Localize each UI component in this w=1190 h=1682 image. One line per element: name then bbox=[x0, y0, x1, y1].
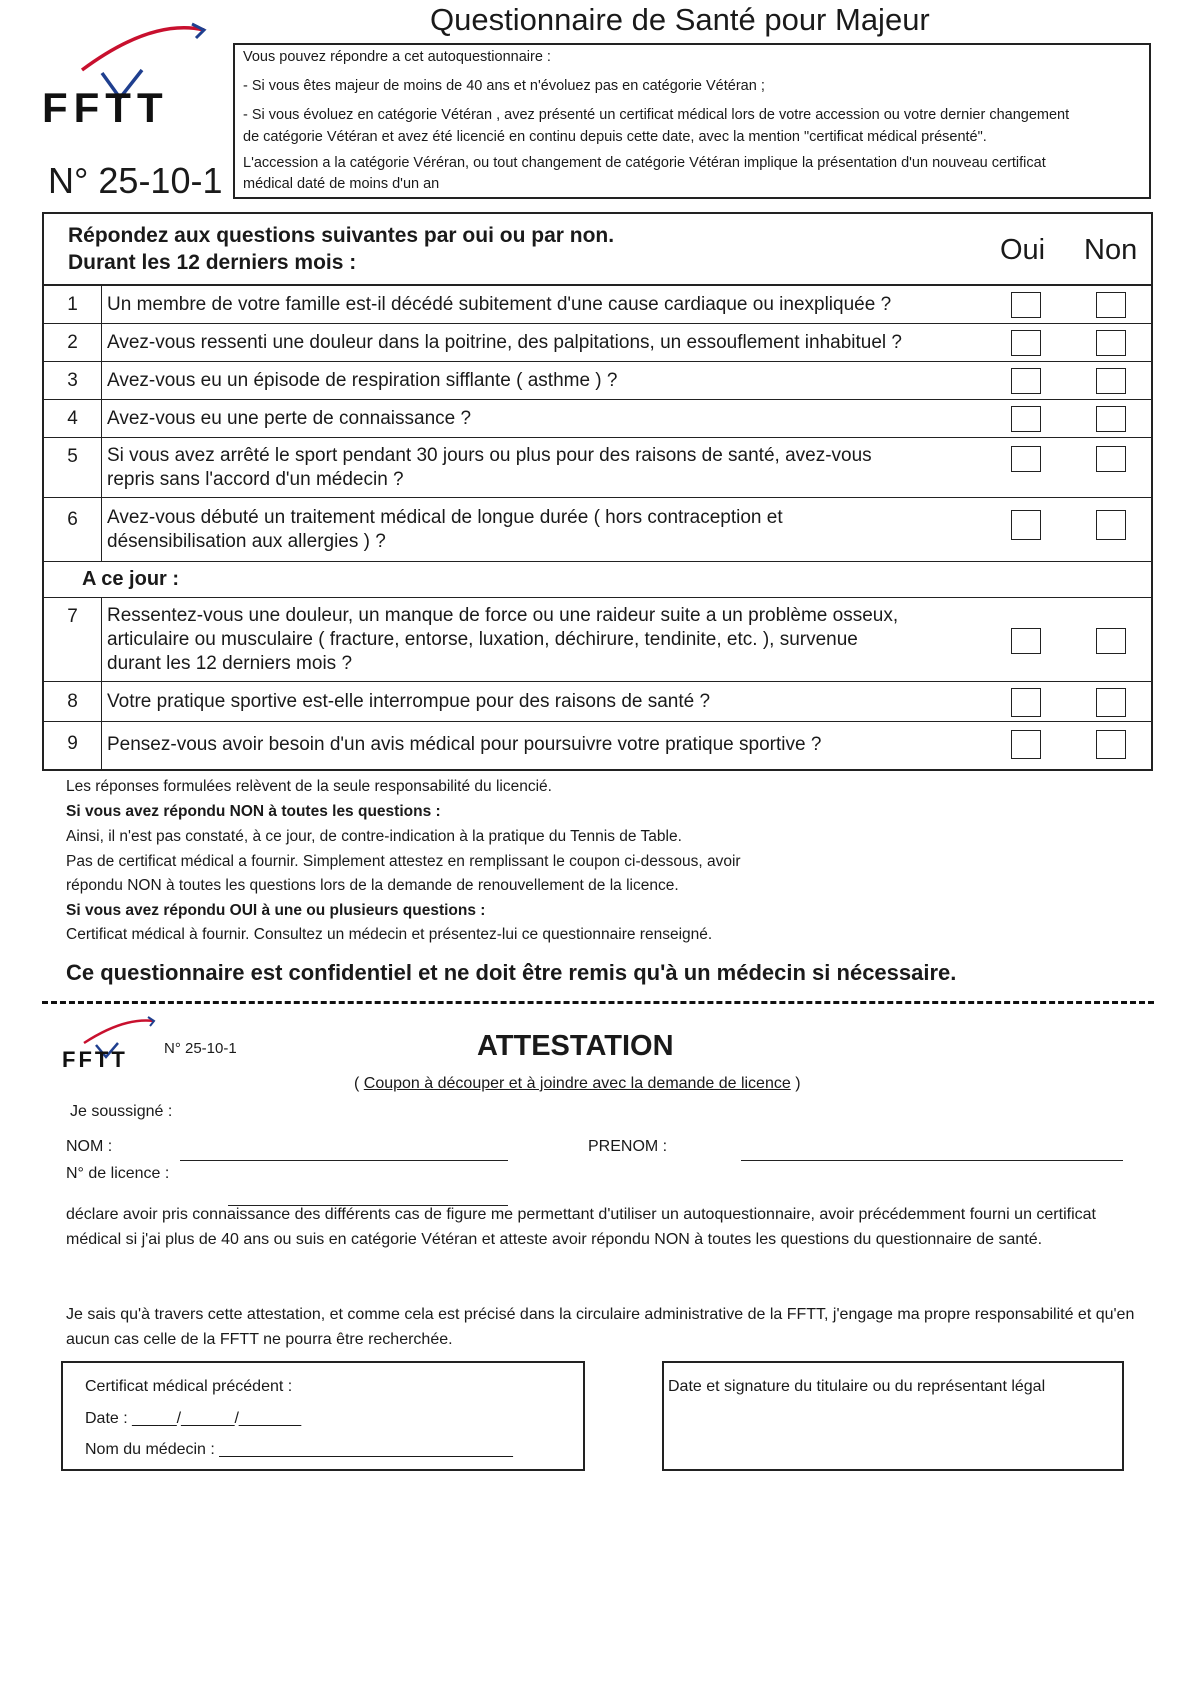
question-text: Votre pratique sportive est-elle interrompue pour des raisons de santé ? bbox=[107, 691, 711, 712]
checkbox-non[interactable] bbox=[1096, 406, 1126, 432]
checkbox-oui[interactable] bbox=[1011, 368, 1041, 394]
note-line: Pas de certificat médical a fournir. Simplement attestez en remplissant le coupon ci-dessous, avoir bbox=[66, 853, 741, 870]
intro-line: Vous pouvez répondre a cet autoquestionnaire : bbox=[243, 49, 551, 65]
certificate-title: Certificat médical précédent : bbox=[85, 1378, 293, 1395]
confidential-notice: Ce questionnaire est confidentiel et ne doit être remis qu'à un médecin si nécessaire. bbox=[66, 960, 957, 985]
checkbox-non[interactable] bbox=[1096, 628, 1126, 654]
attestation-title: ATTESTATION bbox=[477, 1030, 674, 1062]
question-text: Un membre de votre famille est-il décédé subitement d'une cause cardiaque ou inexpliquée ? bbox=[107, 294, 892, 315]
subtitle-close: ) bbox=[790, 1075, 801, 1092]
licence-label: N° de licence : bbox=[66, 1165, 170, 1182]
intro-line: L'accession a la catégorie Véréran, ou tout changement de catégorie Vétéran implique la présentation d'un nouveau certificat bbox=[243, 155, 1046, 171]
section-row bbox=[44, 562, 1151, 598]
checkbox-non[interactable] bbox=[1096, 292, 1126, 318]
question-row bbox=[44, 362, 1151, 400]
undersigned-label: Je soussigné : bbox=[70, 1103, 173, 1120]
question-number: 3 bbox=[44, 362, 102, 399]
intro-line: de catégorie Vétéran et avez été licencié en continu depuis cette date, avec la mention "certificat médical présenté". bbox=[243, 129, 987, 145]
if-no-heading: Si vous avez répondu NON à toutes les questions : bbox=[66, 803, 441, 820]
question-number: 7 bbox=[44, 598, 102, 681]
checkbox-oui[interactable] bbox=[1011, 730, 1041, 759]
intro-box bbox=[233, 43, 1151, 199]
question-text-line: Avez-vous débuté un traitement médical de longue durée ( hors contraception et bbox=[107, 507, 783, 528]
column-non: Non bbox=[1084, 234, 1138, 266]
checkbox-non[interactable] bbox=[1096, 368, 1126, 394]
question-text-line: repris sans l'accord d'un médecin ? bbox=[107, 469, 404, 490]
checkbox-oui[interactable] bbox=[1011, 292, 1041, 318]
question-row bbox=[44, 324, 1151, 362]
previous-certificate-box bbox=[61, 1361, 585, 1471]
note-line: Ainsi, il n'est pas constaté, à ce jour, de contre-indication à la pratique du Tennis de Table. bbox=[66, 828, 682, 845]
question-number: 2 bbox=[44, 324, 102, 361]
question-row bbox=[44, 722, 1151, 769]
cut-line bbox=[42, 1001, 1154, 1004]
signature-box[interactable] bbox=[662, 1361, 1124, 1471]
checkbox-non[interactable] bbox=[1096, 510, 1126, 540]
question-number: 9 bbox=[44, 722, 102, 769]
if-yes-heading: Si vous avez répondu OUI à une ou plusieurs questions : bbox=[66, 902, 486, 919]
table-header bbox=[44, 214, 1151, 286]
nom-label: NOM : bbox=[66, 1138, 113, 1155]
table-subheading: Durant les 12 derniers mois : bbox=[68, 251, 357, 274]
question-row bbox=[44, 286, 1151, 324]
attestation-number: N° 25-10-1 bbox=[164, 1040, 237, 1057]
question-row bbox=[44, 598, 1151, 682]
nom-field[interactable] bbox=[180, 1160, 508, 1161]
prenom-field[interactable] bbox=[741, 1160, 1123, 1161]
question-number: 8 bbox=[44, 682, 102, 721]
checkbox-oui[interactable] bbox=[1011, 688, 1041, 717]
table-heading: Répondez aux questions suivantes par oui ou par non. bbox=[68, 224, 615, 247]
checkbox-oui[interactable] bbox=[1011, 510, 1041, 540]
subtitle-open: ( bbox=[354, 1075, 364, 1092]
question-text: Avez-vous eu un épisode de respiration sifflante ( asthme ) ? bbox=[107, 370, 618, 391]
question-text-line: articulaire ou musculaire ( fracture, entorse, luxation, déchirure, tendinite, etc. ), survenue bbox=[107, 629, 858, 650]
intro-line: - Si vous êtes majeur de moins de 40 ans et n'évoluez pas en catégorie Vétéran ; bbox=[243, 78, 765, 94]
note-line: répondu NON à toutes les questions lors de la demande de renouvellement de la licence. bbox=[66, 877, 679, 894]
page-title: Questionnaire de Santé pour Majeur bbox=[430, 2, 930, 37]
checkbox-oui[interactable] bbox=[1011, 330, 1041, 356]
declaration-text: déclare avoir pris connaissance des différents cas de figure me permettant d'utiliser un autoquestionnaire, avoir précédemment fourni un certificat médical si j'ai plus de 40 ans ou suis en catégorie Vétéran et atteste avoir répondu NON à toutes les questions du questionnaire de santé. bbox=[66, 1206, 1096, 1248]
questionnaire-table bbox=[42, 212, 1153, 771]
checkbox-non[interactable] bbox=[1096, 330, 1126, 356]
checkbox-non[interactable] bbox=[1096, 446, 1126, 472]
question-number: 5 bbox=[44, 438, 102, 497]
checkbox-oui[interactable] bbox=[1011, 406, 1041, 432]
document-number: N° 25-10-1 bbox=[48, 160, 223, 201]
certificate-date-field[interactable]: Date : _____/______/_______ bbox=[85, 1410, 302, 1427]
checkbox-non[interactable] bbox=[1096, 688, 1126, 717]
logo-text: FFTT bbox=[42, 84, 169, 128]
question-row bbox=[44, 498, 1151, 562]
checkbox-non[interactable] bbox=[1096, 730, 1126, 759]
doctor-name-field[interactable]: Nom du médecin : _________________________________ bbox=[85, 1441, 513, 1458]
column-oui: Oui bbox=[1000, 234, 1046, 266]
section-label: A ce jour : bbox=[82, 568, 180, 590]
responsibility-note: Les réponses formulées relèvent de la seule responsabilité du licencié. bbox=[66, 778, 552, 795]
logo-text: FFTT bbox=[62, 1047, 128, 1069]
question-text-line: Si vous avez arrêté le sport pendant 30 jours ou plus pour des raisons de santé, avez-vous bbox=[107, 445, 872, 466]
fftt-logo bbox=[42, 18, 222, 128]
note-line: Certificat médical à fournir. Consultez un médecin et présentez-lui ce questionnaire renseigné. bbox=[66, 926, 713, 943]
attestation-subtitle bbox=[354, 1075, 801, 1093]
checkbox-oui[interactable] bbox=[1011, 628, 1041, 654]
question-row bbox=[44, 400, 1151, 438]
intro-line: médical daté de moins d'un an bbox=[243, 176, 440, 192]
signature-label: Date et signature du titulaire ou du représentant légal bbox=[668, 1378, 1046, 1395]
question-row bbox=[44, 682, 1151, 722]
intro-line: - Si vous évoluez en catégorie Vétéran , avez présenté un certificat médical lors de votre accession ou votre dernier changement bbox=[243, 107, 1070, 123]
question-text: Pensez-vous avoir besoin d'un avis médical pour poursuivre votre pratique sportive ? bbox=[107, 734, 822, 755]
question-text: Avez-vous eu une perte de connaissance ? bbox=[107, 408, 472, 429]
checkbox-oui[interactable] bbox=[1011, 446, 1041, 472]
question-number: 4 bbox=[44, 400, 102, 437]
fftt-logo-small bbox=[62, 1015, 162, 1069]
subtitle-text: Coupon à découper et à joindre avec la demande de licence bbox=[363, 1075, 791, 1092]
question-text-line: durant les 12 derniers mois ? bbox=[107, 653, 353, 674]
commitment-text: Je sais qu'à travers cette attestation, et comme cela est précisé dans la circulaire administrative de la FFTT, j'engage ma propre responsabilité et qu'en aucun cas celle de la FFTT ne pourra être recherchée. bbox=[66, 1306, 1135, 1348]
question-row bbox=[44, 438, 1151, 498]
question-text-line: Ressentez-vous une douleur, un manque de force ou une raideur suite a un problème osseux, bbox=[107, 605, 899, 626]
question-text: Avez-vous ressenti une douleur dans la poitrine, des palpitations, un essouflement inhabituel ? bbox=[107, 332, 902, 353]
question-text bbox=[107, 444, 872, 492]
question-number: 6 bbox=[44, 498, 102, 561]
question-text bbox=[107, 604, 898, 676]
question-number: 1 bbox=[44, 286, 102, 323]
question-text bbox=[107, 506, 783, 554]
question-text-line: désensibilisation aux allergies ) ? bbox=[107, 531, 386, 552]
prenom-label: PRENOM : bbox=[588, 1138, 668, 1155]
